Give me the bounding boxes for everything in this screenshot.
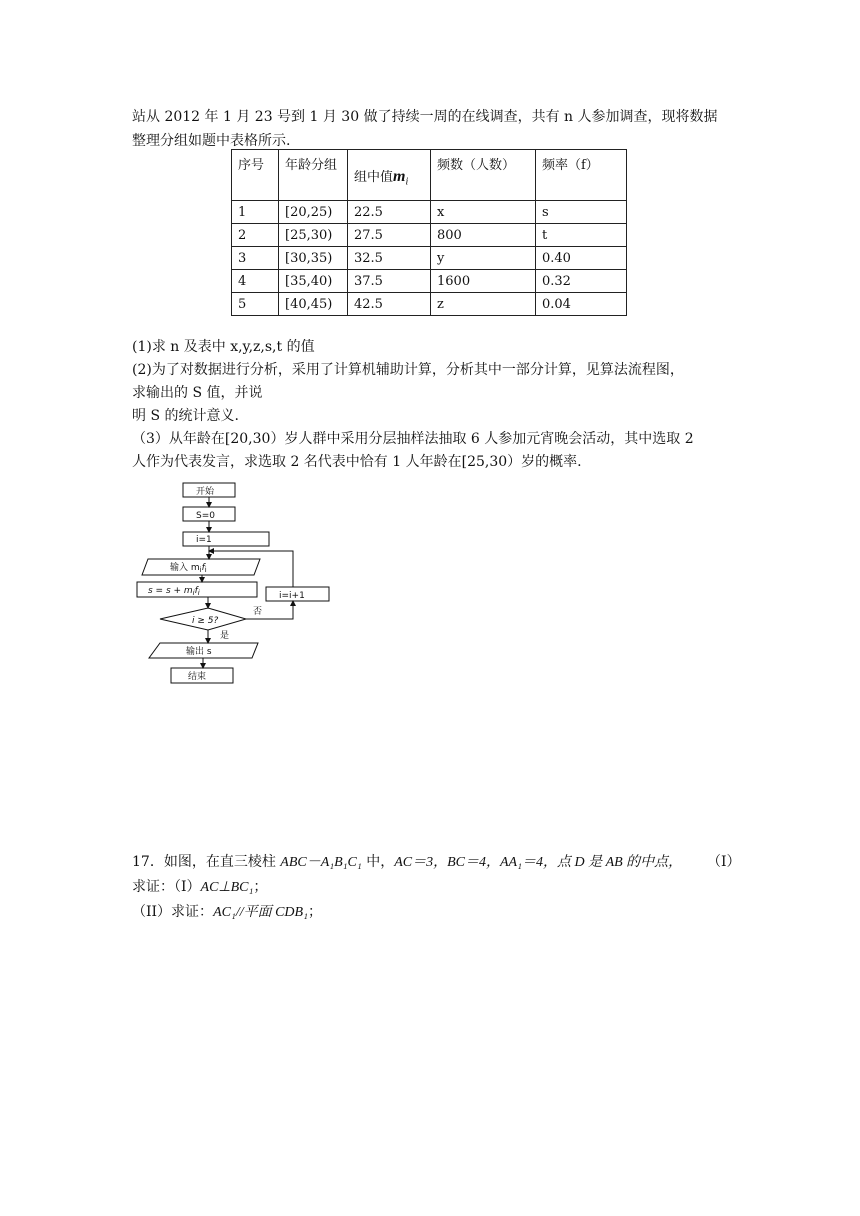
output-label: 输出 s (186, 647, 212, 657)
increment-label: i=i+1 (279, 591, 305, 601)
problem-17-line-3 (132, 902, 322, 923)
header-midpoint (348, 150, 431, 201)
table-header-row (232, 150, 627, 201)
question-2-line-2: 求输出的 S 值，并说 (132, 385, 263, 401)
table-cell: 0.32 (536, 270, 627, 293)
table-cell: y (431, 247, 536, 270)
table-cell: [30,35) (279, 247, 348, 270)
p17-l3-prefix: （II）求证： (132, 904, 214, 920)
condition-label: i ≥ 5? (192, 616, 219, 626)
header-index: 序号 (232, 150, 279, 201)
table-row (232, 270, 627, 293)
p17-conditions: AC＝3，BC＝4，AA₁＝4，点 D 是 AB 的中点， (394, 855, 683, 870)
p17-prefix: 17．如图，在直三棱柱 (132, 854, 281, 870)
table-row (232, 293, 627, 316)
no-label: 否 (253, 607, 263, 617)
frequency-table (231, 149, 627, 316)
header-midpoint-symbol: m (393, 168, 406, 186)
table-cell: 22.5 (348, 201, 431, 224)
table-cell: [25,30) (279, 224, 348, 247)
p17-mid: 中， (361, 854, 395, 870)
question-1: (1)求 n 及表中 x,y,z,s,t 的值 (132, 339, 315, 355)
p17-tag: （I） (707, 854, 741, 870)
table-row (232, 201, 627, 224)
problem-17-line-2 (132, 877, 267, 898)
assign-sub-m: i (192, 589, 195, 597)
assign-sub-f: i (197, 589, 200, 597)
table-cell: 32.5 (348, 247, 431, 270)
p17-l3-end: ； (307, 904, 322, 920)
input-sub-f: i (204, 566, 207, 574)
assign-text: s = s + m (148, 586, 193, 596)
start-label: 开始 (196, 487, 215, 497)
table-cell: 0.40 (536, 247, 627, 270)
table-cell: 800 (431, 224, 536, 247)
table-cell: 37.5 (348, 270, 431, 293)
table-cell: [40,45) (279, 293, 348, 316)
init-i-label: i=1 (196, 535, 212, 545)
intro-line-1: 站从 2012 年 1 月 23 号到 1 月 30 做了持续一周的在线调查，共有 n 人参加调查，现将数据 (132, 109, 718, 125)
algorithm-flowchart (134, 480, 334, 688)
intro-line-2: 整理分组如题中表格所示. (132, 133, 291, 149)
p17-prism: ABC－A₁B₁C₁ (280, 855, 362, 870)
table-cell: 1600 (431, 270, 536, 293)
table-cell: t (536, 224, 627, 247)
table-cell: 3 (232, 247, 279, 270)
input-label (170, 561, 207, 574)
table-cell: [20,25) (279, 201, 348, 224)
p17-l2-math: AC⊥BC₁ (200, 880, 254, 895)
header-midpoint-label: 组中值 (354, 170, 394, 186)
question-3-line-2: 人作为代表发言，求选取 2 名代表中恰有 1 人年龄在[25,30）岁的概率. (132, 454, 582, 470)
init-s-label: S=0 (196, 511, 215, 521)
question-2-line-1: (2)为了对数据进行分析，采用了计算机辅助计算，分析其中一部分计算，见算法流程图， (132, 362, 684, 378)
table-row (232, 224, 627, 247)
table-cell: 42.5 (348, 293, 431, 316)
table-cell: [35,40) (279, 270, 348, 293)
table-cell: x (431, 201, 536, 224)
input-sub-m: i (199, 566, 202, 574)
p17-l2-end: ； (253, 879, 268, 895)
input-text: 输入 m (170, 563, 200, 573)
table-cell: 4 (232, 270, 279, 293)
problem-17-line-1 (132, 852, 741, 873)
table-cell: z (431, 293, 536, 316)
table-cell: 1 (232, 201, 279, 224)
question-3-line-1: （3）从年龄在[20,30）岁人群中采用分层抽样法抽取 6 人参加元宵晚会活动，其中选取 2 (132, 431, 694, 447)
table-cell: s (536, 201, 627, 224)
header-rate: 频率（f） (536, 150, 627, 201)
table-row (232, 247, 627, 270)
assign-f: f (194, 586, 198, 596)
table-cell: 0.04 (536, 293, 627, 316)
table-cell: 2 (232, 224, 279, 247)
assign-label (148, 586, 200, 597)
header-midpoint-sub: i (405, 176, 409, 188)
header-age-group: 年龄分组 (279, 150, 348, 201)
table-cell: 27.5 (348, 224, 431, 247)
p17-l3-math: AC₁//平面 CDB₁ (213, 905, 308, 920)
p17-l2-prefix: 求证：（I） (132, 879, 201, 895)
header-frequency: 频数（人数） (431, 150, 536, 201)
table-cell: 5 (232, 293, 279, 316)
input-f: f (201, 563, 205, 573)
yes-label: 是 (220, 631, 230, 641)
question-2-line-3: 明 S 的统计意义. (132, 408, 239, 424)
end-label: 结束 (188, 672, 207, 682)
